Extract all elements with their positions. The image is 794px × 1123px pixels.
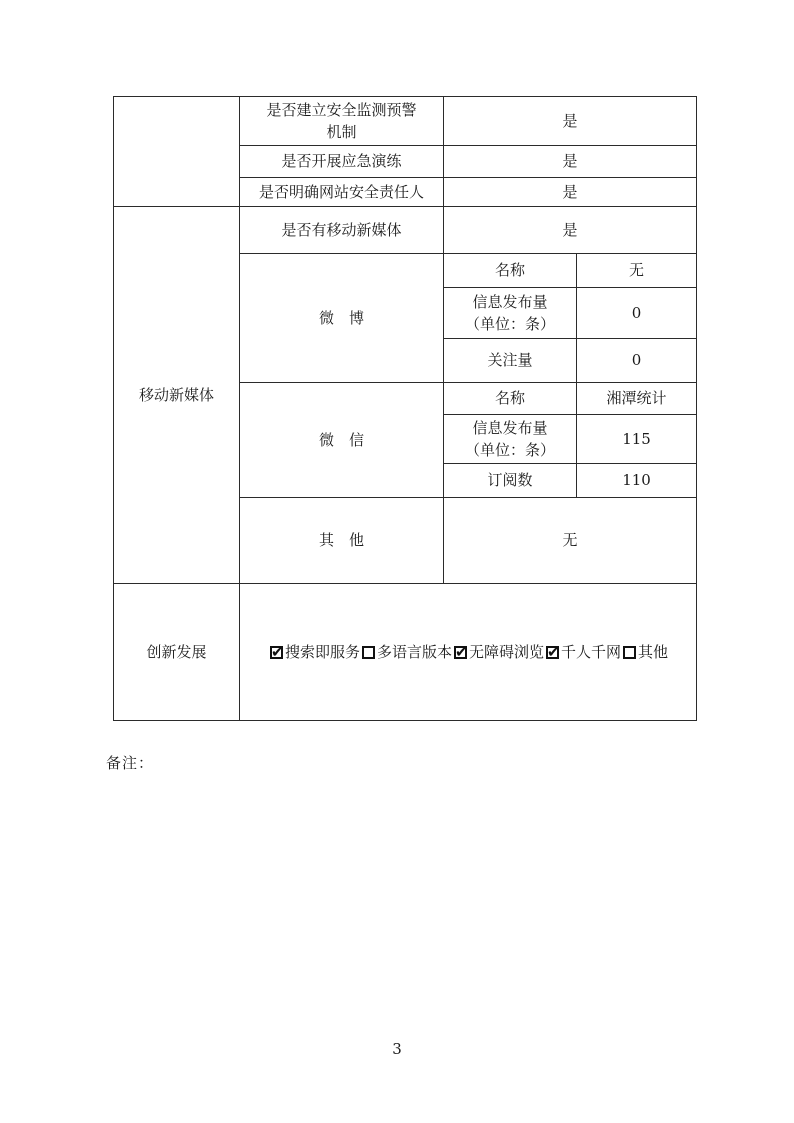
notes-label: 备注： [106,754,155,772]
wechat-posts-label [444,415,577,464]
security-row-label: 是否开展应急演练 [240,146,444,178]
option-label: 千人千网 [561,642,622,661]
report-table [113,96,697,721]
checkbox-other-icon[interactable] [623,646,636,659]
option-label: 多语言版本 [376,642,452,661]
weibo-followers-label: 关注量 [444,339,577,383]
weibo-posts-label-line2: （单位：条） [464,315,555,333]
security-row-label-line2: 机制 [326,123,357,141]
weibo-posts-label [444,288,577,339]
security-row-value: 是 [444,97,697,146]
innovation-options [244,642,692,663]
weibo-posts-label-line1: 信息发布量 [472,293,548,311]
other-media-label: 其 他 [240,498,444,584]
option-personalized-web [544,642,621,663]
wechat-name-value: 湘潭统计 [577,383,697,415]
option-multilingual [360,642,452,663]
option-search-service [268,642,360,663]
security-row-value: 是 [444,178,697,207]
wechat-header: 微 信 [240,383,444,498]
wechat-subscribers-value: 110 [577,464,697,498]
security-row-label [240,97,444,146]
page-number: 3 [392,1040,402,1058]
section-header-mobile-media: 移动新媒体 [114,207,240,584]
section-header-innovation: 创新发展 [114,584,240,721]
checkbox-personalized-web-icon[interactable] [546,646,559,659]
weibo-posts-value: 0 [577,288,697,339]
option-label: 无障碍浏览 [469,642,545,661]
security-row-value: 是 [444,146,697,178]
wechat-posts-label-line1: 信息发布量 [472,419,548,437]
option-label: 其他 [638,642,669,661]
wechat-name-label: 名称 [444,383,577,415]
table-row [114,584,697,721]
option-accessible-browsing [452,642,544,663]
section-header-empty-cell [114,97,240,207]
wechat-posts-value: 115 [577,415,697,464]
checkbox-accessible-browsing-icon[interactable] [454,646,467,659]
option-other [621,642,668,663]
weibo-followers-value: 0 [577,339,697,383]
innovation-cell [240,584,697,721]
security-row-label-line1: 是否建立安全监测预警 [266,101,417,119]
checkbox-multilingual-icon[interactable] [362,646,375,659]
wechat-posts-label-line2: （单位：条） [464,441,555,459]
wechat-subscribers-label: 订阅数 [444,464,577,498]
checkbox-search-service-icon[interactable] [270,646,283,659]
other-media-value: 无 [444,498,697,584]
option-label: 搜索即服务 [284,642,360,661]
has-mobile-label: 是否有移动新媒体 [240,207,444,254]
table-row [114,207,697,254]
table-row [114,97,697,146]
has-mobile-value: 是 [444,207,697,254]
weibo-header: 微 博 [240,254,444,383]
weibo-name-label: 名称 [444,254,577,288]
weibo-name-value: 无 [577,254,697,288]
security-row-label: 是否明确网站安全责任人 [240,178,444,207]
